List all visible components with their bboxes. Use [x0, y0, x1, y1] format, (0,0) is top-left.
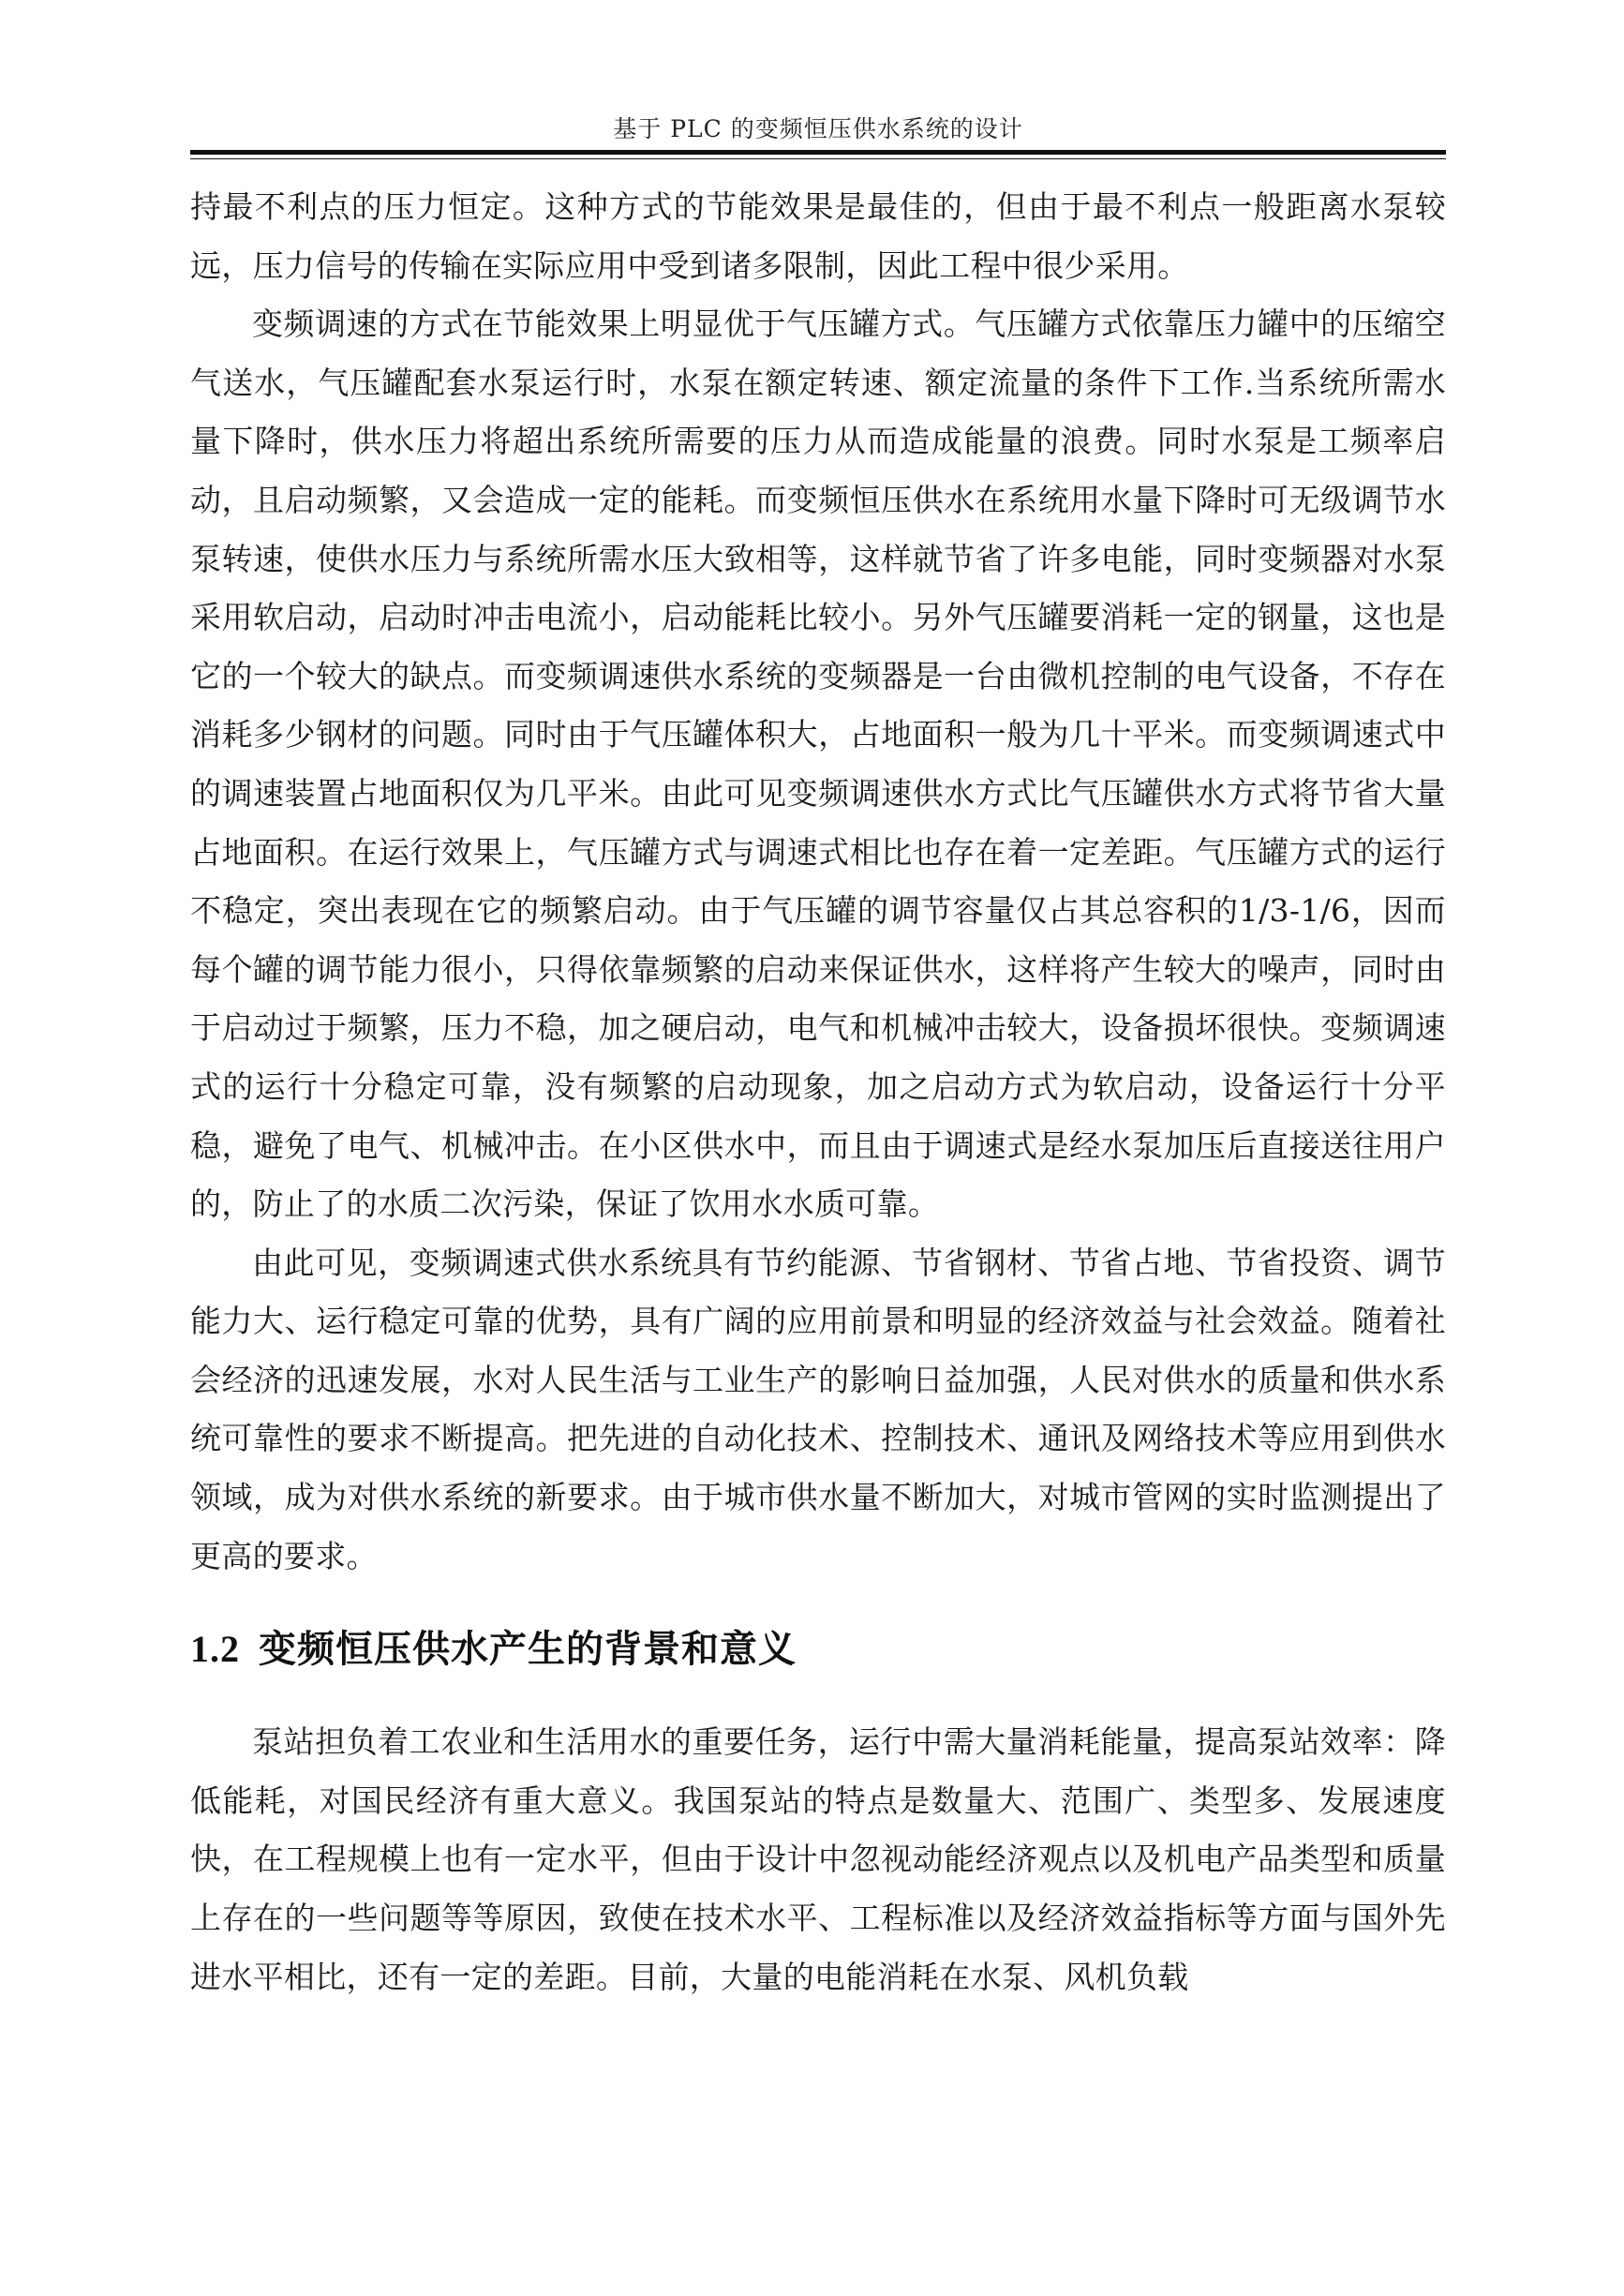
paragraph-pump-station: 泵站担负着工农业和生活用水的重要任务，运行中需大量消耗能量，提高泵站效率：降低能耗，对国民经济有重大意义。我国泵站的特点是数量大、范围广、类型多、发展速度快，在工程规模上也有一定水平，但由于设计中忽视动能经济观点以及机电产品类型和质量上存在的一些问题等等原因，致使在技术水平、工程标准以及经济效益指标等方面与国外先进水平相比，还有一定的差距。目前，大量的电能消耗在水泵、风机负载 — [190, 1723, 1446, 1995]
section-number: 1.2 — [190, 1628, 240, 1671]
page-body — [190, 178, 1446, 2006]
header-rule-thin — [190, 158, 1446, 159]
running-header: 基于 PLC 的变频恒压供水系统的设计 — [613, 115, 1023, 142]
section-heading — [190, 1625, 1446, 1674]
paragraph-continuation: 持最不利点的压力恒定。这种方式的节能效果是最佳的，但由于最不利点一般距离水泵较远，压力信号的传输在实际应用中受到诸多限制，因此工程中很少采用。 — [190, 188, 1446, 284]
header-rule-thick — [190, 150, 1446, 155]
paragraph-comparison: 变频调速的方式在节能效果上明显优于气压罐方式。气压罐方式依靠压力罐中的压缩空气送水，气压罐配套水泵运行时，水泵在额定转速、额定流量的条件下工作.当系统所需水量下降时，供水压力将超出系统所需要的压力从而造成能量的浪费。同时水泵是工频率启动，且启动频繁，又会造成一定的能耗。而变频恒压供水在系统用水量下降时可无级调节水泵转速，使供水压力与系统所需水压大致相等，这样就节省了许多电能，同时变频器对水泵采用软启动，启动时冲击电流小，启动能耗比较小。另外气压罐要消耗一定的钢量，这也是它的一个较大的缺点。而变频调速供水系统的变频器是一台由微机控制的电气设备，不存在消耗多少钢材的问题。同时由于气压罐体积大，占地面积一般为几十平米。而变频调速式中的调速装置占地面积仅为几平米。由此可见变频调速供水方式比气压罐供水方式将节省大量占地面积。在运行效果上，气压罐方式与调速式相比也存在着一定差距。气压罐方式的运行不稳定，突出表现在它的频繁启动。由于气压罐的调节容量仅占其总容积的1/3-1/6，因而每个罐的调节能力很小，只得依靠频繁的启动来保证供水，这样将产生较大的噪声，同时由于启动过于频繁，压力不稳，加之硬启动，电气和机械冲击较大，设备损坏很快。变频调速式的运行十分稳定可靠，没有频繁的启动现象，加之启动方式为软启动，设备运行十分平稳，避免了电气、机械冲击。在小区供水中，而且由于调速式是经水泵加压后直接送往用户的，防止了的水质二次污染，保证了饮用水水质可靠。 — [190, 306, 1446, 1223]
section-title: 变频恒压供水产生的背景和意义 — [259, 1628, 797, 1672]
paragraph-conclusion: 由此可见，变频调速式供水系统具有节约能源、节省钢材、节省占地、节省投资、调节能力大、运行稳定可靠的优势，具有广阔的应用前景和明显的经济效益与社会效益。随着社会经济的迅速发展，水对人民生活与工业生产的影响日益加强，人民对供水的质量和供水系统可靠性的要求不断提高。把先进的自动化技术、控制技术、通讯及网络技术等应用到供水领域，成为对供水系统的新要求。由于城市供水量不断加大，对城市管网的实时监测提出了更高的要求。 — [190, 1244, 1446, 1574]
